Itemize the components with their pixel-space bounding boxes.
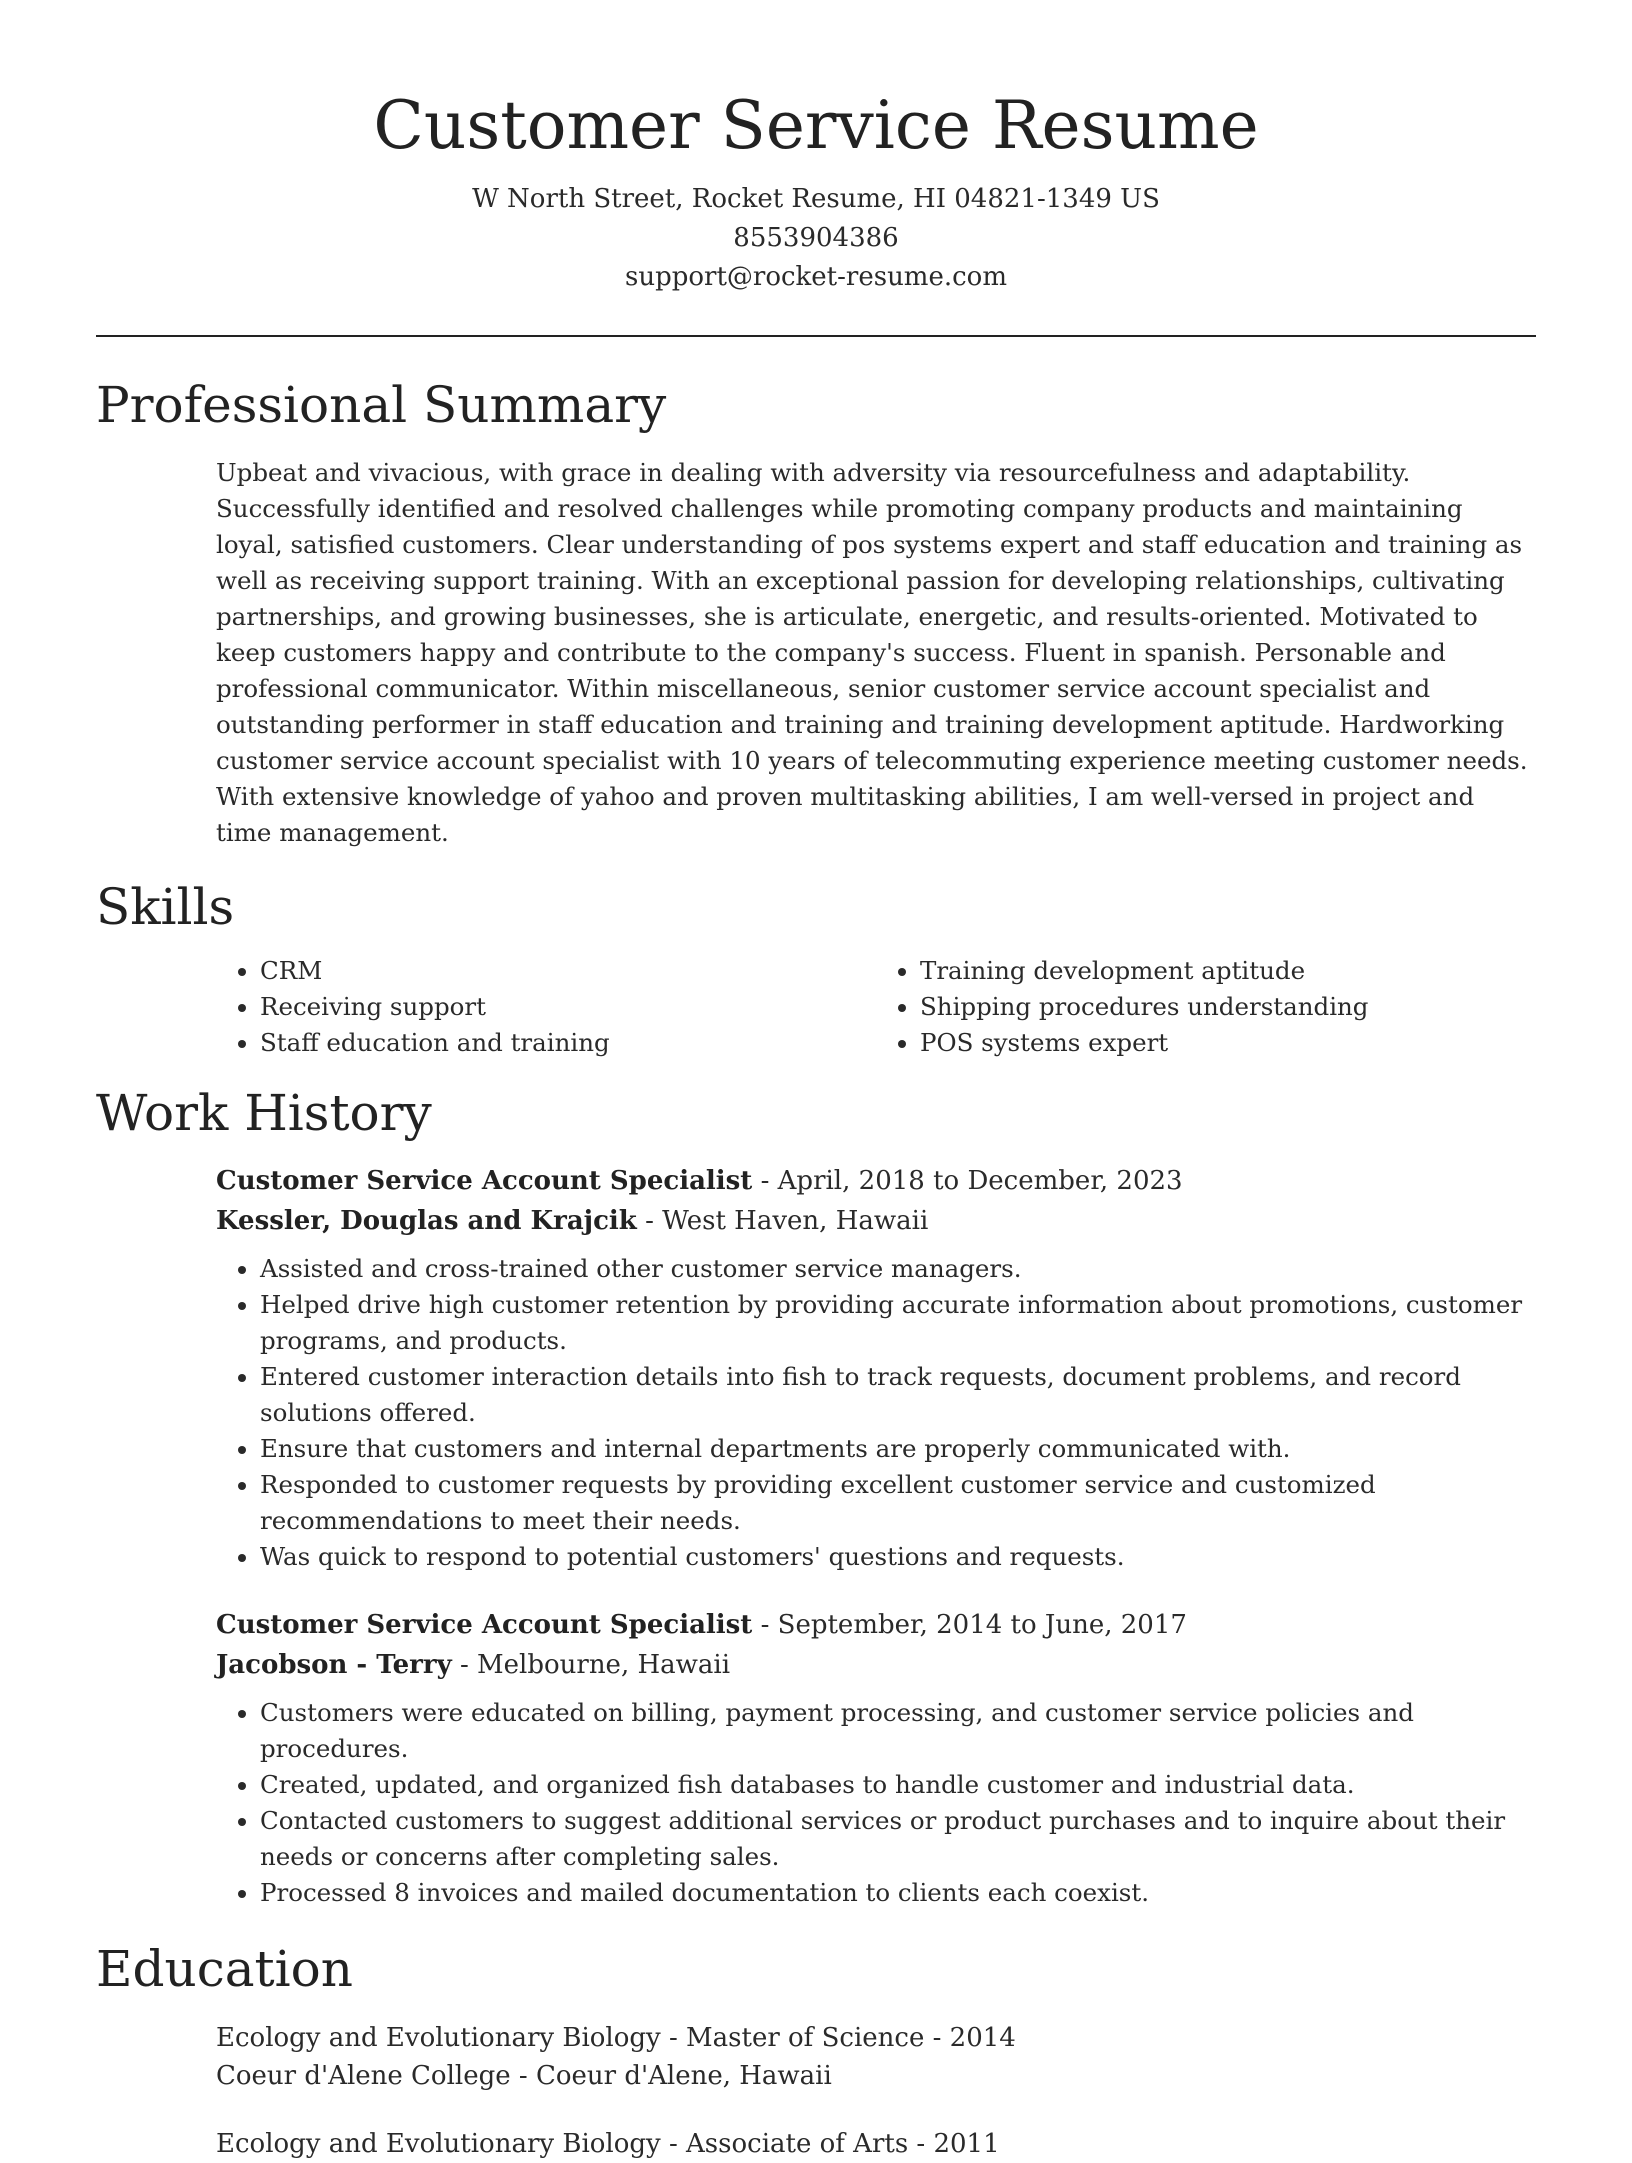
job-title-line (216, 1605, 1536, 1645)
contact-phone: 8553904386 (733, 223, 899, 253)
resume-page (96, 0, 1536, 2163)
job-title: Customer Service Account Specialist (216, 1166, 753, 1196)
summary-text: Upbeat and vivacious, with grace in dealing with adversity via resourcefulness and adaptability. Successfully identified and resolved challenges while promoting company products and maintaining loyal, satisfied customers. Clear understanding of pos systems expert and staff education and training as well as receiving support training. With an exceptional passion for developing relationships, cultivating partnerships, and growing businesses, she is articulate, energetic, and results-oriented. Motivated to keep customers happy and contribute to the company's success. Fluent in spanish. Personable and professional communicator. Within miscellaneous, senior customer service account specialist and outstanding performer in staff education and training and training development aptitude. Hardworking customer service account specialist with 10 years of telecommuting experience meeting customer needs. With extensive knowledge of yahoo and proven multitasking abilities, I am well-versed in project and time management. (216, 458, 1528, 847)
job-company-line (216, 1201, 1536, 1241)
job-bullet: • Ensure that customers and internal departments are properly communicated with. (260, 1431, 1536, 1467)
skill-item: • Training development aptitude (920, 953, 1536, 989)
resume-name: Customer Service Resume (373, 87, 1259, 164)
job-company: Jacobson - Terry (216, 1650, 452, 1680)
job-company-line (216, 1645, 1536, 1685)
education-degree-line: Ecology and Evolutionary Biology - Associate of Arts - 2011 (216, 2129, 1000, 2159)
job-title: Customer Service Account Specialist (216, 1610, 753, 1640)
job-bullet: • Created, updated, and organized fish databases to handle customer and industrial data. (260, 1767, 1536, 1803)
skills-column-left (216, 953, 876, 1061)
job-bullet: • Helped drive high customer retention by providing accurate information about promotions, customer programs, and products. (260, 1287, 1536, 1359)
job-location: - Melbourne, Hawaii (451, 1650, 731, 1680)
job-entry (216, 1605, 1536, 1911)
header-divider (96, 335, 1536, 337)
job-bullet: • Contacted customers to suggest additional services or product purchases and to inquire about their needs or concerns after completing sales. (260, 1803, 1536, 1875)
job-bullet: • Entered customer interaction details into fish to track requests, document problems, and record solutions offered. (260, 1359, 1536, 1431)
education-entry (216, 2019, 1536, 2095)
job-entry (216, 1161, 1536, 1575)
contact-email: support@rocket-resume.com (624, 262, 1007, 292)
education-school-line: Coeur d'Alene College - Coeur d'Alene, Hawaii (216, 2061, 832, 2091)
job-bullets (216, 1695, 1536, 1911)
education-entry (216, 2125, 1536, 2163)
job-company: Kessler, Douglas and Krajcik (216, 1206, 637, 1236)
job-bullets (216, 1251, 1536, 1575)
job-bullet: • Was quick to respond to potential customers' questions and requests. (260, 1539, 1536, 1575)
job-bullet: • Responded to customer requests by providing excellent customer service and customized recommendations to meet their needs. (260, 1467, 1536, 1539)
skill-item: • Receiving support (260, 989, 876, 1025)
job-title-line (216, 1161, 1536, 1201)
job-location: - West Haven, Hawaii (636, 1206, 929, 1236)
job-bullet: • Processed 8 invoices and mailed documentation to clients each coexist. (260, 1875, 1536, 1911)
resume-header (96, 0, 1536, 297)
skill-item: • POS systems expert (920, 1025, 1536, 1061)
skill-item: • Staff education and training (260, 1025, 876, 1061)
skill-item: • Shipping procedures understanding (920, 989, 1536, 1025)
contact-address: W North Street, Rocket Resume, HI 04821-1349 US (472, 184, 1160, 214)
contact-block (96, 180, 1536, 297)
education-degree-line: Ecology and Evolutionary Biology - Master of Science - 2014 (216, 2023, 1016, 2053)
skills-column-right (876, 953, 1536, 1061)
skill-item: • CRM (260, 953, 876, 989)
summary-heading: Professional Summary (96, 376, 667, 434)
skills-heading: Skills (96, 878, 235, 936)
job-dates: - September, 2014 to June, 2017 (752, 1610, 1187, 1640)
job-bullet: • Assisted and cross-trained other customer service managers. (260, 1251, 1536, 1287)
job-dates: - April, 2018 to December, 2023 (752, 1166, 1183, 1196)
work-history-heading: Work History (96, 1084, 432, 1142)
skills-list (216, 953, 1536, 1061)
job-bullet: • Customers were educated on billing, payment processing, and customer service policies and procedures. (260, 1695, 1536, 1767)
education-heading: Education (96, 1940, 353, 1998)
